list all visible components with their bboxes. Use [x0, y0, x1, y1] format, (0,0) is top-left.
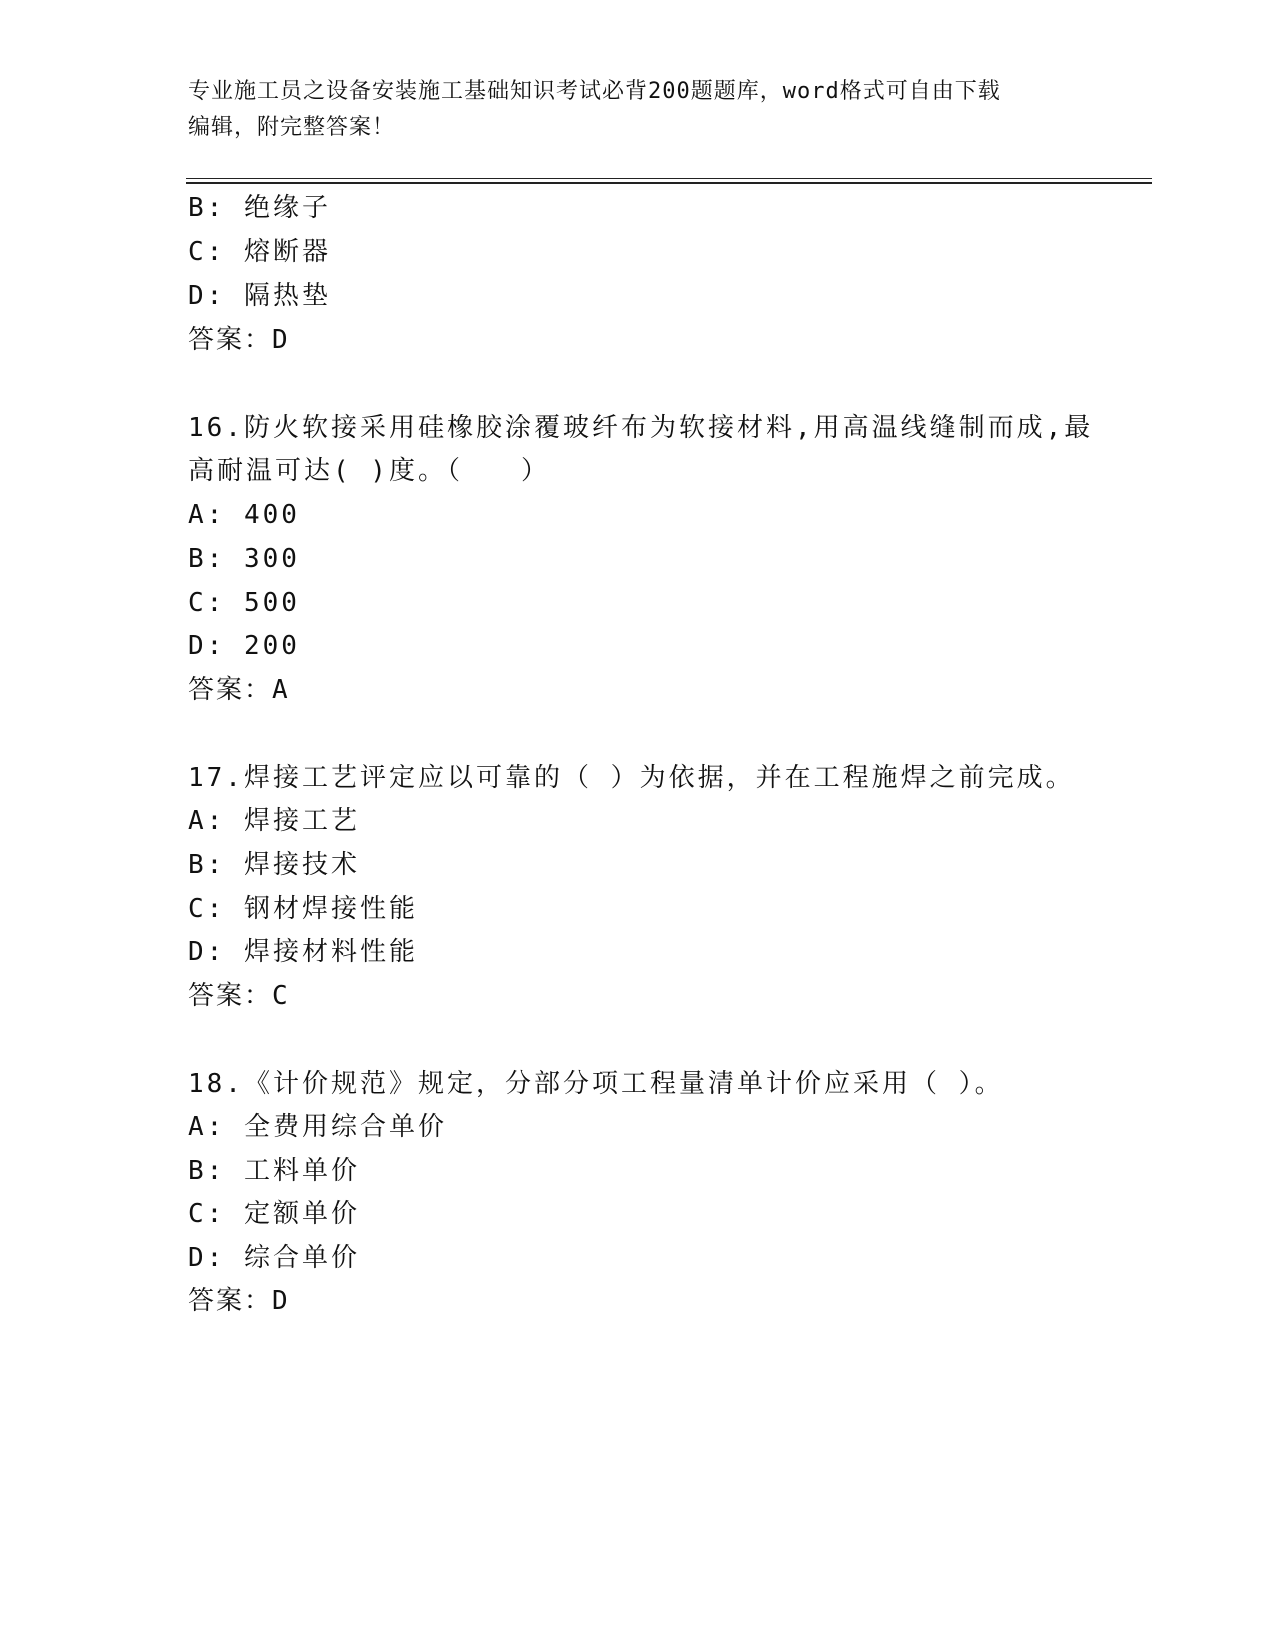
document-header — [188, 74, 1088, 146]
option-c: C: 500 — [188, 588, 300, 618]
option-c: C: 钢材焊接性能 — [188, 894, 418, 924]
header-divider-thin — [186, 178, 1152, 179]
question-17-stem: 17.焊接工艺评定应以可靠的（ ）为依据，并在工程施焊之前完成。 — [188, 763, 1075, 793]
option-d: D: 综合单价 — [188, 1243, 360, 1273]
option-d: D: 焊接材料性能 — [188, 937, 418, 967]
question-16-stem-line-1: 16.防火软接采用硅橡胶涂覆玻纤布为软接材料,用高温线缝制而成,最 — [188, 413, 1094, 443]
header-line-2: 编辑，附完整答案！ — [188, 115, 396, 140]
option-d: D: 隔热垫 — [188, 281, 331, 311]
question-18-stem: 18.《计价规范》规定，分部分项工程量清单计价应采用（ ）。 — [188, 1069, 1004, 1099]
header-line-1: 专业施工员之设备安装施工基础知识考试必背200题题库，word格式可自由下载 — [188, 79, 1001, 104]
option-c: C: 熔断器 — [188, 237, 331, 267]
option-a: A: 全费用综合单价 — [188, 1112, 447, 1142]
answer: 答案：D — [188, 325, 290, 355]
header-divider-thick — [186, 182, 1152, 184]
answer: 答案：D — [188, 1286, 290, 1316]
answer: 答案：C — [188, 981, 290, 1011]
option-a: A: 400 — [188, 500, 300, 530]
option-c: C: 定额单价 — [188, 1199, 360, 1229]
answer: 答案：A — [188, 675, 290, 705]
option-b: B: 绝缘子 — [188, 193, 331, 223]
option-b: B: 焊接技术 — [188, 850, 360, 880]
question-16-stem-line-2: 高耐温可达( )度。（ ） — [188, 456, 550, 486]
option-b: B: 300 — [188, 544, 300, 574]
option-a: A: 焊接工艺 — [188, 806, 360, 836]
option-b: B: 工料单价 — [188, 1156, 360, 1186]
option-d: D: 200 — [188, 631, 300, 661]
